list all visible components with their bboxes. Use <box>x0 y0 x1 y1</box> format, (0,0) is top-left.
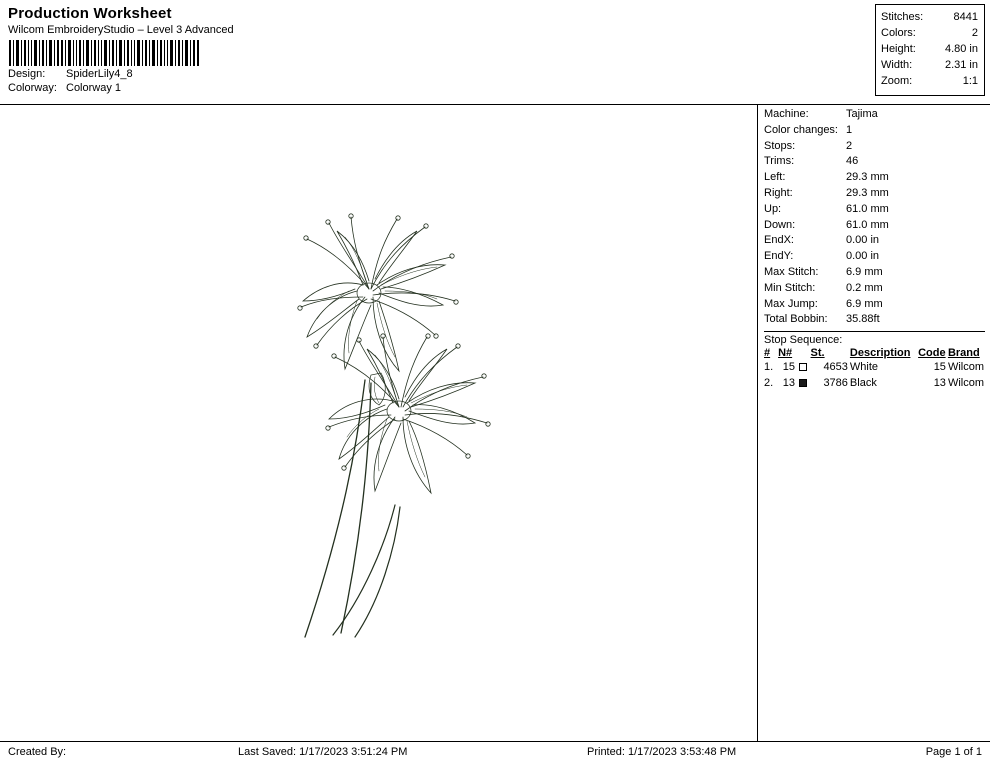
info-row-endx <box>764 233 985 249</box>
design-value: SpiderLily4_8 <box>66 68 133 80</box>
stop-code-1: 15 <box>933 361 946 374</box>
info-value-color-changes: 1 <box>846 123 853 136</box>
stat-value-height: 4.80 in <box>944 43 978 55</box>
info-row-trims <box>764 154 985 170</box>
colorway-value: Colorway 1 <box>66 82 122 94</box>
colorway-row <box>8 82 648 94</box>
info-row-up <box>764 202 985 218</box>
stop-color-swatch-2 <box>797 376 811 392</box>
stat-row-height <box>881 41 979 57</box>
info-label-stops: Stops: <box>764 139 796 152</box>
design-row <box>8 68 648 80</box>
column-header-needle: N# <box>778 347 793 360</box>
barcode-image <box>8 40 201 66</box>
info-value-min-stitch: 0.2 mm <box>846 281 883 294</box>
color-swatch-icon <box>799 379 807 387</box>
stop-sequence-title: Stop Sequence: <box>764 331 985 346</box>
info-value-up: 61.0 mm <box>846 202 889 215</box>
info-row-min-stitch <box>764 281 985 297</box>
footer-created-by: Created By: <box>8 746 67 758</box>
stop-code-2: 13 <box>933 377 946 390</box>
info-value-right: 29.3 mm <box>846 186 889 199</box>
stop-description-1: White <box>849 361 879 374</box>
info-label-left: Left: <box>764 171 786 184</box>
info-row-down <box>764 218 985 234</box>
page-footer <box>0 741 990 762</box>
stat-value-zoom: 1:1 <box>962 75 978 87</box>
stop-stitches-1: 4653 <box>823 361 848 374</box>
stat-label-stitches: Stitches: <box>881 11 924 23</box>
stat-value-colors: 2 <box>971 27 978 39</box>
stop-needle-1: 15 <box>782 361 795 374</box>
design-info-panel <box>759 105 990 741</box>
column-header-stitches: St. <box>810 347 825 360</box>
info-label-right: Right: <box>764 186 793 199</box>
info-row-total-bobbin <box>764 312 985 328</box>
info-label-color-changes: Color changes: <box>764 123 838 136</box>
info-label-endy: EndY: <box>764 250 794 263</box>
footer-last-saved: Last Saved: 1/17/2023 3:51:24 PM <box>238 746 408 758</box>
page-subtitle: Wilcom EmbroideryStudio – Level 3 Advanced <box>8 24 234 36</box>
stat-label-zoom: Zoom: <box>881 75 913 87</box>
column-header-brand: Brand <box>947 347 980 360</box>
info-row-max-jump <box>764 297 985 313</box>
info-value-machine: Tajima <box>846 108 878 120</box>
column-header-index: # <box>764 347 771 360</box>
info-value-down: 61.0 mm <box>846 218 889 231</box>
info-row-max-stitch <box>764 265 985 281</box>
info-label-total-bobbin: Total Bobbin: <box>764 313 828 326</box>
stop-description-2: Black <box>849 377 877 390</box>
info-value-total-bobbin: 35.88ft <box>846 313 880 326</box>
table-row <box>764 376 986 392</box>
info-value-stops: 2 <box>846 139 853 152</box>
info-row-right <box>764 186 985 202</box>
info-value-max-jump: 6.9 mm <box>846 297 883 310</box>
info-value-endx: 0.00 in <box>846 234 880 247</box>
page-title: Production Worksheet <box>8 5 172 22</box>
stop-brand-1: Wilcom <box>947 361 984 374</box>
stat-row-width <box>881 57 979 73</box>
info-row-machine <box>764 107 985 123</box>
info-label-max-jump: Max Jump: <box>764 297 818 310</box>
stat-value-stitches: 8441 <box>953 11 978 23</box>
footer-printed: Printed: 1/17/2023 3:53:48 PM <box>587 746 737 758</box>
info-row-color-changes <box>764 123 985 139</box>
colorway-label: Colorway: <box>8 82 57 94</box>
stat-label-height: Height: <box>881 43 916 55</box>
stat-row-stitches <box>881 9 979 25</box>
info-label-up: Up: <box>764 202 782 215</box>
stop-needle-2: 13 <box>782 377 795 390</box>
design-label: Design: <box>8 68 46 80</box>
stat-label-colors: Colors: <box>881 27 916 39</box>
info-value-max-stitch: 6.9 mm <box>846 265 883 278</box>
info-label-trims: Trims: <box>764 155 795 168</box>
info-row-stops <box>764 139 985 155</box>
info-label-max-stitch: Max Stitch: <box>764 265 819 278</box>
info-row-left <box>764 170 985 186</box>
stat-row-colors <box>881 25 979 41</box>
column-header-description: Description <box>849 347 911 360</box>
info-value-left: 29.3 mm <box>846 171 889 184</box>
footer-page-number: Page 1 of 1 <box>925 746 982 758</box>
info-label-min-stitch: Min Stitch: <box>764 281 816 294</box>
info-label-endx: EndX: <box>764 234 794 247</box>
header-left-block <box>8 5 648 94</box>
stat-value-width: 2.31 in <box>944 59 978 71</box>
stop-color-swatch-1 <box>797 360 811 376</box>
table-header-row <box>764 347 986 360</box>
stop-sequence-table <box>764 347 986 392</box>
design-canvas <box>0 105 758 741</box>
column-header-code: Code <box>918 347 946 360</box>
color-swatch-icon <box>799 363 807 371</box>
stop-brand-2: Wilcom <box>947 377 984 390</box>
stat-label-width: Width: <box>881 59 913 71</box>
embroidery-design-artwork <box>245 205 515 645</box>
stop-index-2: 2. <box>764 377 774 390</box>
worksheet-body <box>0 105 990 741</box>
table-row <box>764 360 986 376</box>
design-stats-box <box>875 4 985 96</box>
info-value-trims: 46 <box>846 155 859 168</box>
info-row-endy <box>764 249 985 265</box>
info-label-down: Down: <box>764 218 796 231</box>
info-label-machine: Machine: <box>764 108 809 120</box>
stop-index-1: 1. <box>764 361 774 374</box>
stop-stitches-2: 3786 <box>823 377 848 390</box>
page-header <box>0 0 990 105</box>
info-value-endy: 0.00 in <box>846 250 880 263</box>
stat-row-zoom <box>881 73 979 89</box>
